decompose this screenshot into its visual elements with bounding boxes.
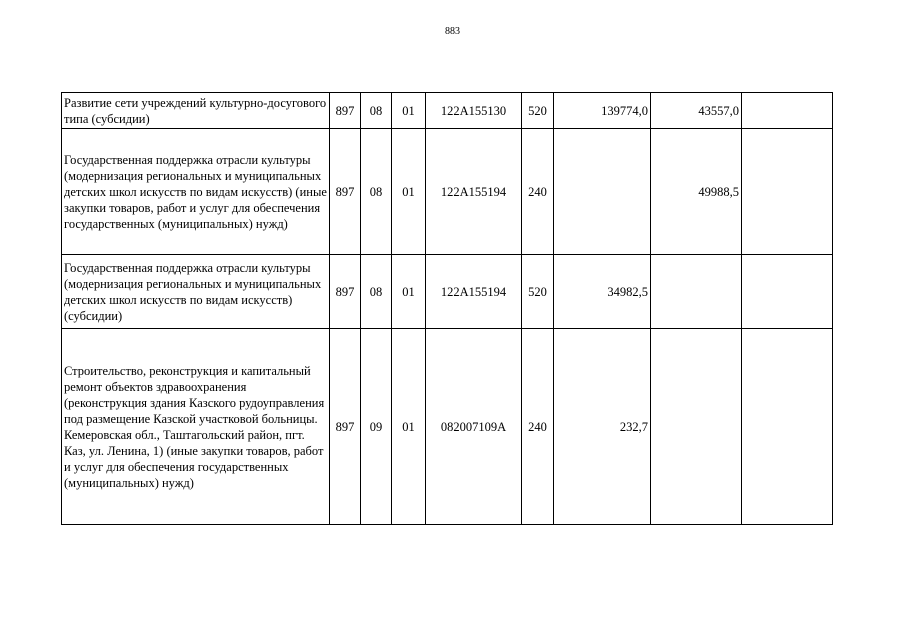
- row-ved: 897: [330, 329, 361, 525]
- row-rz: 09: [361, 329, 392, 525]
- row-csr: 122A155194: [426, 255, 522, 329]
- row-sum-1: 139774,0: [554, 93, 651, 129]
- row-rz: 08: [361, 93, 392, 129]
- row-vr: 520: [522, 255, 554, 329]
- row-pr: 01: [392, 329, 426, 525]
- row-ved: 897: [330, 93, 361, 129]
- table-row: [62, 129, 833, 255]
- row-sum-3: [742, 255, 833, 329]
- row-name: Государственная поддержка отрасли культуры (модернизация региональных и муниципальных детских школ искусств по видам искусств) (субсидии): [62, 255, 330, 329]
- row-pr: 01: [392, 255, 426, 329]
- row-name: Государственная поддержка отрасли культуры (модернизация региональных и муниципальных детских школ искусств по видам искусств) (иные закупки товаров, работ и услуг для обеспечения государственных (муниципальных) нужд): [62, 129, 330, 255]
- row-sum-2: [651, 329, 742, 525]
- row-sum-1: 232,7: [554, 329, 651, 525]
- row-name: Развитие сети учреждений культурно-досугового типа (субсидии): [62, 93, 330, 129]
- table-row: [62, 255, 833, 329]
- row-sum-1: [554, 129, 651, 255]
- row-vr: 240: [522, 129, 554, 255]
- row-sum-1: 34982,5: [554, 255, 651, 329]
- row-csr: 082007109А: [426, 329, 522, 525]
- page-number: 883: [445, 26, 460, 37]
- row-sum-2: 43557,0: [651, 93, 742, 129]
- row-vr: 520: [522, 93, 554, 129]
- row-csr: 122A155194: [426, 129, 522, 255]
- row-vr: 240: [522, 329, 554, 525]
- row-ved: 897: [330, 255, 361, 329]
- row-ved: 897: [330, 129, 361, 255]
- row-sum-3: [742, 93, 833, 129]
- row-pr: 01: [392, 129, 426, 255]
- table-row: [62, 93, 833, 129]
- row-sum-2: 49988,5: [651, 129, 742, 255]
- row-sum-3: [742, 129, 833, 255]
- row-rz: 08: [361, 129, 392, 255]
- row-sum-3: [742, 329, 833, 525]
- row-pr: 01: [392, 93, 426, 129]
- budget-table: [61, 92, 833, 525]
- table-row: [62, 329, 833, 525]
- row-rz: 08: [361, 255, 392, 329]
- row-sum-2: [651, 255, 742, 329]
- row-name: Строительство, реконструкция и капитальный ремонт объектов здравоохранения (реконструкция здания Казского рудоуправления под размещение Казской участковой больницы. Кемеровская обл., Таштагольский район, пгт. Каз, ул. Ленина, 1) (иные закупки товаров, работ и услуг для обеспечения государственных (муниципальных) нужд): [62, 329, 330, 525]
- row-csr: 122A155130: [426, 93, 522, 129]
